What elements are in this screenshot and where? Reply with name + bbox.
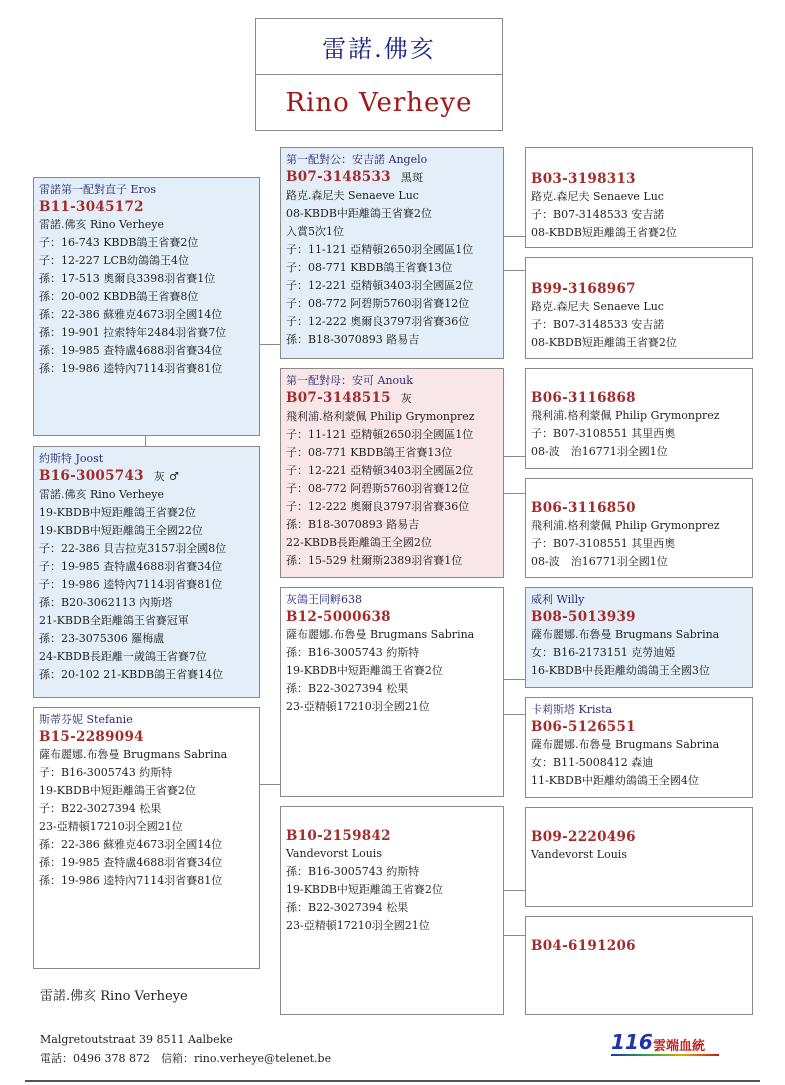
connector-line xyxy=(260,344,280,345)
card-line: 孫：B22-3027394 松果 xyxy=(286,682,409,695)
card-line: 孫：22-386 蘇雅克4673羽全國14位 xyxy=(39,308,223,321)
card-line: 子：08-772 阿碧斯5760羽省賽12位 xyxy=(286,297,470,310)
pedigree-card-b09 xyxy=(525,807,753,907)
card-line: 08-波 治16771羽全國1位 xyxy=(531,555,668,568)
card-line: 19-KBDB中短距離鴿王省賽2位 xyxy=(286,664,443,677)
ring-number: B06-3116850 xyxy=(531,500,636,516)
color-label: 灰 xyxy=(400,392,413,405)
card-line: 子：22-386 貝吉拉克3157羽全國8位 xyxy=(39,542,227,555)
card-line: 孫：19-986 逵特內7114羽省賽81位 xyxy=(39,362,223,375)
card-line: 23-亞精頓17210羽全國21位 xyxy=(286,919,430,932)
card-header: 約斯特 Joost xyxy=(39,452,104,465)
connector-line xyxy=(260,784,280,785)
card-line: 薩布麗娜.布魯曼 Brugmans Sabrina xyxy=(531,738,720,751)
footer-divider xyxy=(25,1080,760,1082)
card-line: 子：19-985 查特盧4688羽省賽34位 xyxy=(39,560,223,573)
card-line: 孫：B18-3070893 路易吉 xyxy=(286,333,420,346)
color-label: 黑斑 xyxy=(400,171,424,184)
card-line: 19-KBDB中短距離鴿王省賽2位 xyxy=(39,784,196,797)
card-line: 23-亞精頓17210羽全國21位 xyxy=(39,820,183,833)
card-line: 薩布麗娜.布魯曼 Brugmans Sabrina xyxy=(531,628,720,641)
card-line: 子：B07-3108551 其里西奧 xyxy=(531,427,676,440)
card-line: 24-KBDB長距離一歲鴿王省賽7位 xyxy=(39,650,207,663)
pedigree-card-joost xyxy=(33,446,260,698)
card-line: 孫：19-986 逵特內7114羽省賽81位 xyxy=(39,874,223,887)
card-line: 子：12-227 LCB幼鴿鴿王4位 xyxy=(39,254,190,267)
card-line: 子：08-771 KBDB鴿王省賽13位 xyxy=(286,446,453,459)
ring-number: B15-2289094 xyxy=(39,729,144,745)
pedigree-card-b10 xyxy=(280,806,504,1015)
connector-line xyxy=(145,436,146,446)
ring-number: B99-3168967 xyxy=(531,281,636,297)
page-title-chinese: 雷諾.佛亥 xyxy=(255,18,503,74)
card-line: 孫：B20-3062113 內斯塔 xyxy=(39,596,173,609)
card-header: 第一配對母：安可 Anouk xyxy=(286,374,413,387)
card-line: 子：08-772 阿碧斯5760羽省賽12位 xyxy=(286,482,470,495)
card-line: 子：12-222 奧爾良3797羽省賽36位 xyxy=(286,500,470,513)
color-sex: 灰 ♂ xyxy=(153,470,180,483)
card-line: 子：19-986 逵特內7114羽省賽81位 xyxy=(39,578,223,591)
ring-number: B16-3005743 灰 ♂ xyxy=(39,468,180,484)
card-line: Vandevorst Louis xyxy=(531,848,627,861)
card-line: 孫：19-901 拉索特年2484羽省賽7位 xyxy=(39,326,227,339)
card-line: 21-KBDB全距離鴿王省賽冠軍 xyxy=(39,614,189,627)
pedigree-card-angelo xyxy=(280,147,504,359)
card-line: 子：16-743 KBDB鴿王省賽2位 xyxy=(39,236,199,249)
connector-line xyxy=(504,935,525,936)
ring-number: B07-3148533 黑斑 xyxy=(286,169,424,185)
connector-line xyxy=(504,890,525,891)
card-line: 子：B07-3108551 其里西奧 xyxy=(531,537,676,550)
card-header: 灰鴿王同孵638 xyxy=(286,593,362,606)
logo-text: 雲端血統 xyxy=(653,1039,706,1054)
ring-number: B04-6191206 xyxy=(531,938,636,954)
card-header: 威利 Willy xyxy=(531,593,585,606)
ring-number: B06-3116868 xyxy=(531,390,636,406)
card-line: 薩布麗娜.布魯曼 Brugmans Sabrina xyxy=(39,748,228,761)
card-line: 子：B07-3148533 安吉諾 xyxy=(531,208,665,221)
card-line: 19-KBDB中短距離鴿王省賽2位 xyxy=(39,506,196,519)
connector-line xyxy=(504,236,525,237)
ring-number: B10-2159842 xyxy=(286,828,391,844)
breeder-signature: 雷諾.佛亥 Rino Verheye xyxy=(40,989,188,1004)
card-line: 孫：19-985 查特盧4688羽省賽34位 xyxy=(39,856,223,869)
card-line: 22-KBDB長距離鴿王全國2位 xyxy=(286,536,432,549)
pedigree-card-eros xyxy=(33,177,260,436)
ring-number: B08-5013939 xyxy=(531,609,636,625)
footer-contact: 電話：0496 378 872 信箱：rino.verheye@telenet.be xyxy=(40,1052,332,1065)
logo-underline xyxy=(611,1054,719,1056)
ring-number: B06-5126551 xyxy=(531,719,636,735)
card-line: 孫：20-002 KBDB鴿王省賽8位 xyxy=(39,290,199,303)
card-line: 16-KBDB中長距離幼鴿鴿王全國3位 xyxy=(531,664,710,677)
card-line: 08-KBDB中距離鴿王省賽2位 xyxy=(286,207,432,220)
card-line: 雷諾.佛亥 Rino Verheye xyxy=(39,218,165,231)
pedigree-card-b12 xyxy=(280,587,504,797)
card-line: 子：B16-3005743 約斯特 xyxy=(39,766,173,779)
pedigree-card-b06b xyxy=(525,478,753,578)
card-line: 子：08-771 KBDB鴿王省賽13位 xyxy=(286,261,453,274)
pedigree-card-krista xyxy=(525,697,753,798)
card-line: 08-KBDB短距離鴿王省賽2位 xyxy=(531,336,677,349)
card-line: 子：B22-3027394 松果 xyxy=(39,802,162,815)
card-line: 孫：20-102 21-KBDB鴿王省賽14位 xyxy=(39,668,224,681)
card-line: 孫：19-985 查特盧4688羽省賽34位 xyxy=(39,344,223,357)
footer-address: Malgretoutstraat 39 8511 Aalbeke xyxy=(40,1033,233,1046)
card-line: 23-亞精頓17210羽全國21位 xyxy=(286,700,430,713)
card-line: 孫：B18-3070893 路易吉 xyxy=(286,518,420,531)
pedigree-card-b04 xyxy=(525,916,753,1015)
card-line: 孫：15-529 杜爾斯2389羽省賽1位 xyxy=(286,554,463,567)
connector-line xyxy=(504,679,525,680)
card-line: 路克.森尼夫 Senaeve Luc xyxy=(531,190,664,203)
card-line: 子：12-222 奧爾良3797羽省賽36位 xyxy=(286,315,470,328)
card-line: 子：12-221 亞精頓3403羽全國區2位 xyxy=(286,464,474,477)
card-line: Vandevorst Louis xyxy=(286,847,382,860)
card-line: 08-KBDB短距離鴿王省賽2位 xyxy=(531,226,677,239)
ring-number: B07-3148515 灰 xyxy=(286,390,413,406)
card-line: 19-KBDB中短距離鴿王省賽2位 xyxy=(286,883,443,896)
card-line: 08-波 治16771羽全國1位 xyxy=(531,445,668,458)
card-line: 入賞5次1位 xyxy=(286,225,344,238)
pedigree-card-b06a xyxy=(525,368,753,469)
card-line: 女：B16-2173151 克勞迪婭 xyxy=(531,646,676,659)
card-line: 飛利浦.格利蒙佩 Philip Grymonprez xyxy=(531,519,720,532)
ring-number: B03-3198313 xyxy=(531,171,636,187)
card-line: 路克.森尼夫 Senaeve Luc xyxy=(286,189,419,202)
connector-line xyxy=(504,270,525,271)
card-line: 女：B11-5008412 森迪 xyxy=(531,756,654,769)
connector-line xyxy=(504,456,525,457)
logo-number: 116 xyxy=(611,1030,653,1054)
pedigree-card-stefanie xyxy=(33,707,260,969)
card-header: 雷諾第一配對直子 Eros xyxy=(39,183,157,196)
card-line: 孫：B16-3005743 約斯特 xyxy=(286,865,420,878)
card-line: 19-KBDB中短距離鴿王全國22位 xyxy=(39,524,203,537)
pedigree-card-b03 xyxy=(525,147,753,248)
pedigree-card-willy xyxy=(525,587,753,688)
card-line: 飛利浦.格利蒙佩 Philip Grymonprez xyxy=(286,410,475,423)
card-line: 子：11-121 亞精頓2650羽全國區1位 xyxy=(286,428,474,441)
card-header: 第一配對公：安吉諾 Angelo xyxy=(286,153,428,166)
card-line: 子：12-221 亞精頓3403羽全國區2位 xyxy=(286,279,474,292)
card-line: 孫：17-513 奧爾良3398羽省賽1位 xyxy=(39,272,216,285)
card-line: 子：11-121 亞精頓2650羽全國區1位 xyxy=(286,243,474,256)
card-line: 孫：22-386 蘇雅克4673羽全國14位 xyxy=(39,838,223,851)
connector-line xyxy=(504,493,525,494)
card-line: 孫：B22-3027394 松果 xyxy=(286,901,409,914)
card-line: 子：B07-3148533 安吉諾 xyxy=(531,318,665,331)
pedigree-card-anouk xyxy=(280,368,504,578)
card-line: 路克.森尼夫 Senaeve Luc xyxy=(531,300,664,313)
ring-number: B09-2220496 xyxy=(531,829,636,845)
card-line: 雷諾.佛亥 Rino Verheye xyxy=(39,488,165,501)
ring-number: B11-3045172 xyxy=(39,199,144,215)
pedigree-card-b99 xyxy=(525,257,753,359)
card-line: 11-KBDB中距離幼鴿鴿王全國4位 xyxy=(531,774,699,787)
connector-line xyxy=(504,714,525,715)
card-header: 卡莉斯塔 Krista xyxy=(531,703,613,716)
card-line: 孫：23-3075306 羅梅盧 xyxy=(39,632,165,645)
ring-number: B12-5000638 xyxy=(286,609,391,625)
page-title-english: Rino Verheye xyxy=(255,74,503,131)
card-line: 薩布麗娜.布魯曼 Brugmans Sabrina xyxy=(286,628,475,641)
card-line: 飛利浦.格利蒙佩 Philip Grymonprez xyxy=(531,409,720,422)
card-header: 斯蒂芬妮 Stefanie xyxy=(39,713,133,726)
site-logo xyxy=(611,1030,726,1058)
card-line: 孫：B16-3005743 約斯特 xyxy=(286,646,420,659)
